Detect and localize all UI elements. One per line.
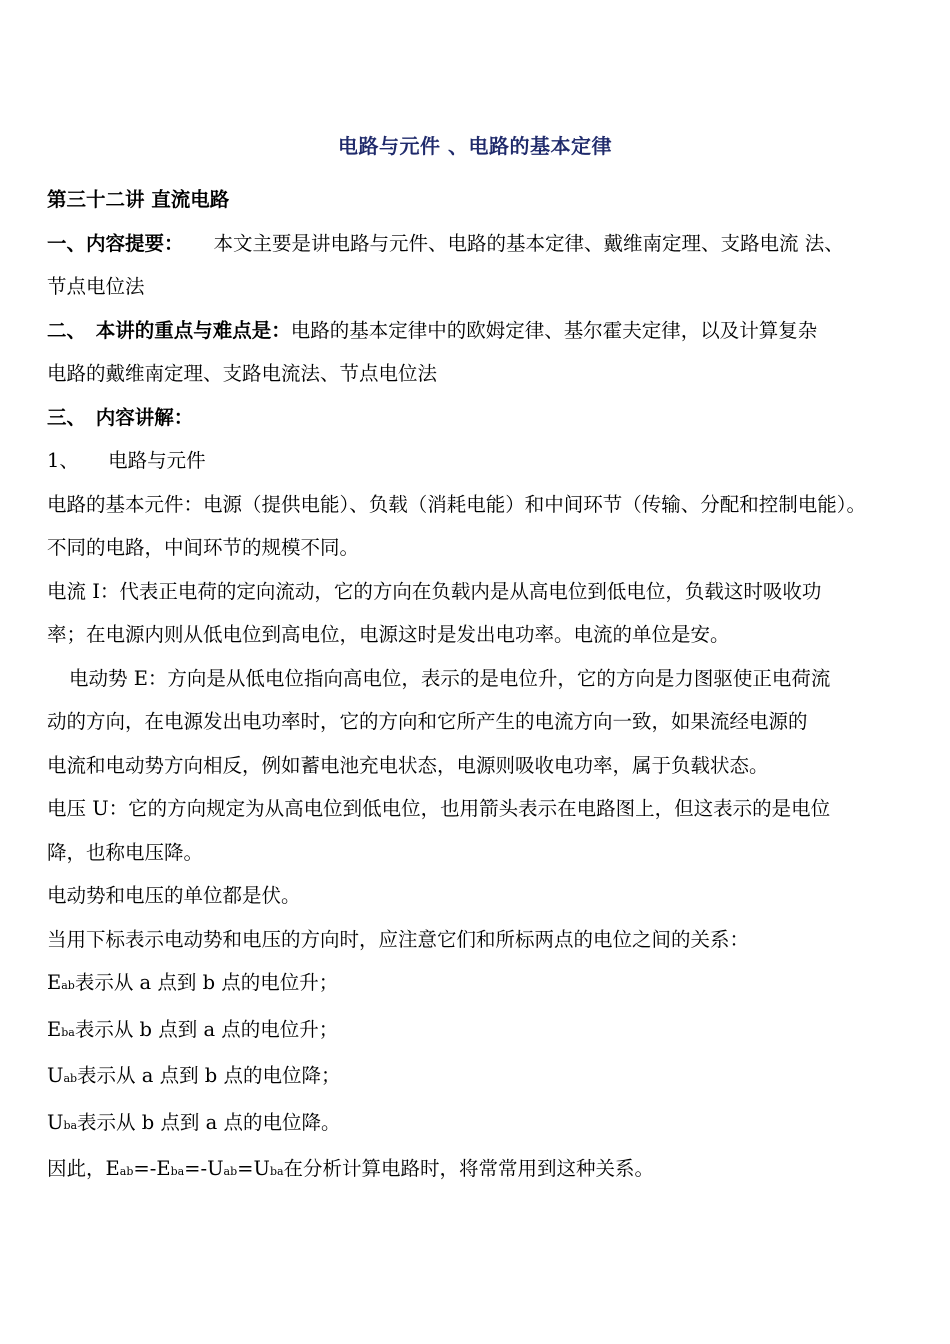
notation-symbol: E bbox=[47, 971, 62, 994]
lecture-heading: 第三十二讲 直流电路 bbox=[47, 188, 230, 211]
section-1-text-1: 本文主要是讲电路与元件、电路的基本定律、戴维南定理、支路电流 法、 bbox=[213, 231, 844, 255]
eq-operator: =- bbox=[184, 1157, 208, 1180]
eq-operator: =- bbox=[133, 1157, 157, 1180]
section-2-text-1: 电路的基本定律中的欧姆定律、基尔霍夫定律，以及计算复杂 bbox=[290, 318, 818, 342]
notation-symbol: E bbox=[47, 1017, 62, 1041]
eq-symbol: U bbox=[253, 1157, 270, 1180]
conclusion-prefix: 因此， bbox=[47, 1157, 106, 1180]
paragraph-2-line-2: 率；在电源内则从低电位到高电位，电源这时是发出电功率。电流的单位是安。 bbox=[47, 623, 730, 646]
notation-line bbox=[47, 1101, 915, 1148]
notation-subscript: ab bbox=[63, 1072, 78, 1085]
section-2-text-2: 电路的戴维南定理、支路电流法、节点电位法 bbox=[47, 362, 438, 385]
eq-subscript: ba bbox=[170, 1165, 185, 1178]
section-1-label: 一、内容提要： bbox=[47, 231, 184, 255]
paragraph-3-line-2: 动的方向，在电源发出电功率时，它的方向和它所产生的电流方向一致，如果流经电源的 bbox=[47, 710, 808, 733]
paragraph-1-line-2: 不同的电路，中间环节的规模不同。 bbox=[47, 536, 360, 559]
paragraph-3-line-1: 电动势 E：方向是从低电位指向高电位，表示的是电位升，它的方向是力图驱使正电荷流 bbox=[69, 666, 831, 690]
paragraph-6: 当用下标表示电动势和电压的方向时，应注意它们和所标两点的电位之间的关系： bbox=[47, 927, 750, 951]
notation-text: 表示从 a 点到 b 点的电位升； bbox=[74, 971, 339, 994]
notation-text: 表示从 a 点到 b 点的电位降； bbox=[77, 1064, 341, 1087]
paragraph-1-line-1: 电路的基本元件：电源（提供电能）、负载（消耗电能）和中间环节（传输、分配和控制电能）。 bbox=[47, 492, 867, 516]
conclusion-line bbox=[47, 1147, 915, 1194]
document-body bbox=[47, 178, 915, 1194]
notation-line bbox=[47, 1008, 915, 1055]
section-2-line-1 bbox=[47, 309, 915, 353]
eq-symbol: E bbox=[156, 1157, 171, 1180]
eq-subscript: ab bbox=[223, 1165, 238, 1178]
eq-symbol: E bbox=[105, 1157, 120, 1180]
notation-text: 表示从 b 点到 a 点的电位降。 bbox=[77, 1110, 341, 1134]
paragraph-2-line-1: 电流 I：代表正电荷的定向流动，它的方向在负载内是从高电位到低电位，负载这时吸收功 bbox=[47, 579, 822, 603]
notation-symbol: U bbox=[47, 1064, 64, 1087]
notation-subscript: ba bbox=[61, 1025, 75, 1039]
paragraph-4-line-2: 降，也称电压降。 bbox=[47, 840, 204, 864]
notation-line bbox=[47, 1054, 915, 1101]
paragraph-5: 电动势和电压的单位都是伏。 bbox=[47, 884, 301, 907]
eq-subscript: ab bbox=[119, 1165, 134, 1178]
notation-subscript: ba bbox=[63, 1118, 78, 1132]
section-1-line-1 bbox=[47, 222, 915, 266]
notation-line bbox=[47, 961, 915, 1008]
paragraph-3-line-3: 电流和电动势方向相反，例如蓄电池充电状态，电源则吸收电功率，属于负载状态。 bbox=[47, 753, 769, 777]
eq-symbol: U bbox=[207, 1157, 224, 1180]
subsection-1-label: 1、 电路与元件 bbox=[47, 449, 206, 472]
eq-operator: = bbox=[237, 1157, 254, 1180]
notation-subscript: ab bbox=[61, 979, 75, 992]
section-2-label: 二、 本讲的重点与难点是： bbox=[47, 318, 291, 342]
notation-symbol: U bbox=[47, 1110, 64, 1134]
conclusion-suffix: 在分析计算电路时，将常常用到这种关系。 bbox=[283, 1157, 655, 1180]
paragraph-4-line-1: 电压 U：它的方向规定为从高电位到低电位，也用箭头表示在电路图上，但这表示的是电位 bbox=[47, 797, 831, 820]
page-title: 电路与元件 、电路的基本定律 bbox=[338, 134, 612, 158]
section-3-label: 三、 内容讲解： bbox=[47, 405, 194, 429]
eq-subscript: ba bbox=[269, 1165, 284, 1178]
section-1-text-2: 节点电位法 bbox=[47, 275, 145, 298]
notation-text: 表示从 b 点到 a 点的电位升； bbox=[74, 1017, 339, 1041]
